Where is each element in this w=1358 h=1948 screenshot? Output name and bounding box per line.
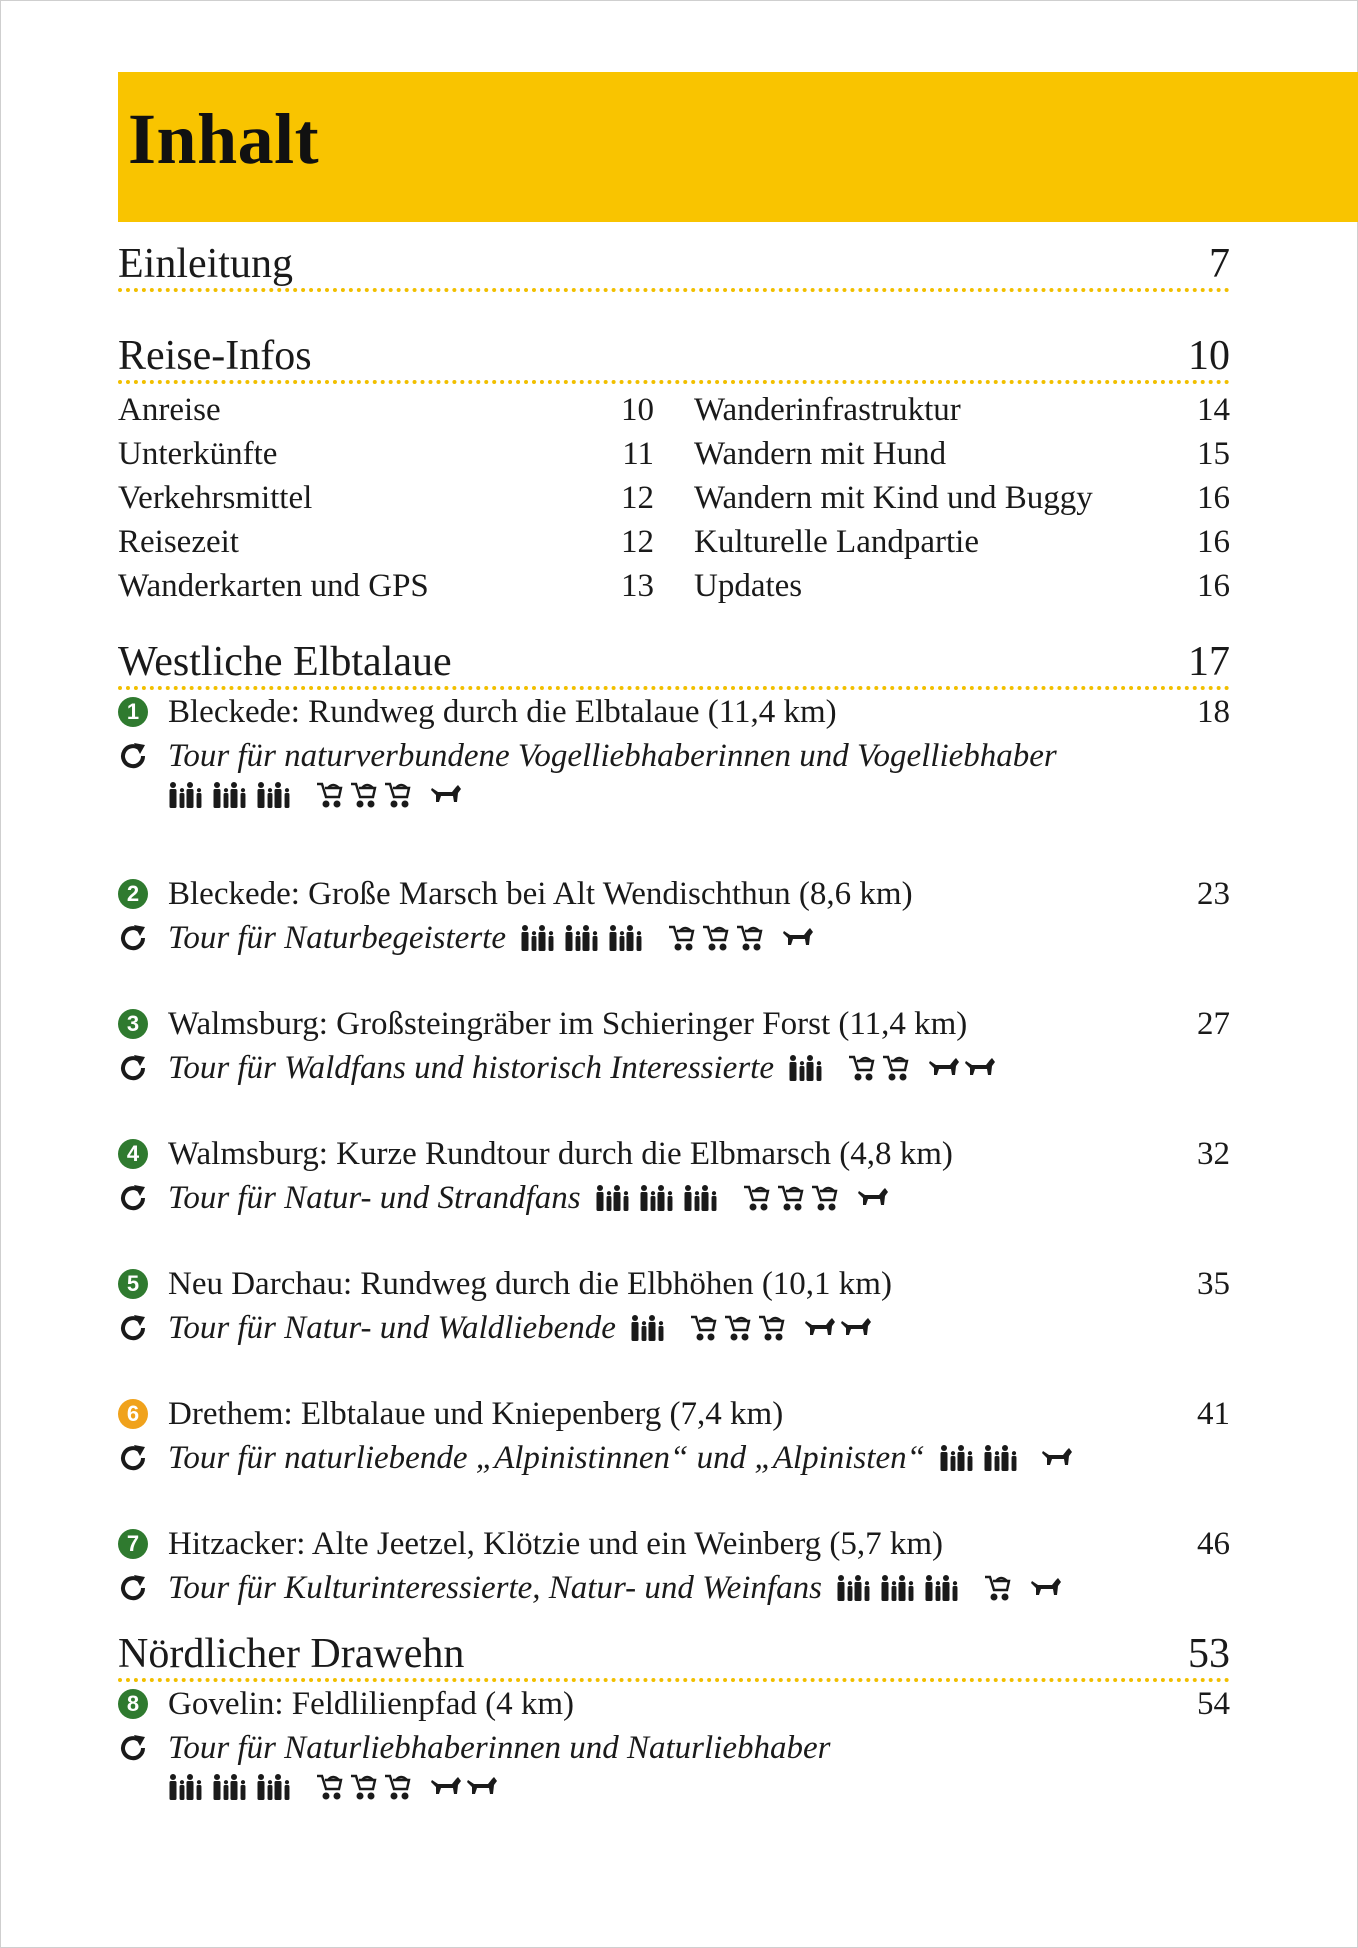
tour-number-badge: 3 bbox=[118, 1009, 148, 1039]
tour-suitability-icons bbox=[520, 923, 824, 953]
tour-entry[interactable] bbox=[118, 1002, 1230, 1132]
dog-icon bbox=[430, 1774, 462, 1800]
dog-rating bbox=[430, 782, 462, 808]
dog-rating bbox=[1030, 1575, 1062, 1601]
entry-page: 12 bbox=[621, 524, 654, 560]
tour-title-row bbox=[118, 872, 1230, 916]
entry-label: Reisezeit bbox=[118, 524, 239, 560]
toc-content bbox=[118, 240, 1230, 1802]
dog-rating bbox=[857, 1185, 889, 1211]
section-page: 53 bbox=[1188, 1631, 1230, 1677]
section-page: 17 bbox=[1188, 639, 1230, 685]
family-icon bbox=[880, 1573, 920, 1603]
family-icon bbox=[939, 1443, 979, 1473]
toc-section-noerdlicher-drawehn[interactable] bbox=[118, 1630, 1230, 1682]
entry-label: Kulturelle Landpartie bbox=[694, 524, 979, 560]
buggy-rating bbox=[741, 1183, 839, 1213]
buggy-icon bbox=[348, 780, 378, 810]
dog-rating bbox=[1041, 1445, 1073, 1471]
tour-entry[interactable] bbox=[118, 1682, 1230, 1802]
dog-rating bbox=[782, 925, 814, 951]
tour-page: 54 bbox=[1197, 1686, 1230, 1722]
section-page: 7 bbox=[1209, 241, 1230, 287]
dog-icon bbox=[1041, 1445, 1073, 1471]
tour-page: 23 bbox=[1197, 876, 1230, 912]
tour-subtitle-row bbox=[118, 734, 1230, 810]
dog-icon bbox=[928, 1055, 960, 1081]
buggy-icon bbox=[382, 1772, 412, 1802]
family-icon bbox=[924, 1573, 964, 1603]
entry-label: Wandern mit Hund bbox=[694, 436, 947, 472]
buggy-icon bbox=[880, 1053, 910, 1083]
toc-entry[interactable] bbox=[118, 520, 654, 564]
section-label: Reise-Infos bbox=[118, 333, 312, 379]
family-icon bbox=[212, 1772, 252, 1802]
toc-entry[interactable] bbox=[118, 476, 654, 520]
entry-page: 10 bbox=[621, 392, 654, 428]
family-icon bbox=[836, 1573, 876, 1603]
family-icon bbox=[983, 1443, 1023, 1473]
buggy-icon bbox=[741, 1183, 771, 1213]
family-icon bbox=[168, 780, 208, 810]
buggy-icon bbox=[314, 780, 344, 810]
tour-title-row bbox=[118, 1262, 1230, 1306]
tour-page: 18 bbox=[1197, 694, 1230, 730]
tour-title: Bleckede: Große Marsch bei Alt Wendischthun (8,6 km) bbox=[168, 876, 913, 912]
family-rating bbox=[788, 1053, 828, 1083]
dog-icon bbox=[1030, 1575, 1062, 1601]
tour-title: Hitzacker: Alte Jeetzel, Klötzie und ein Weinberg (5,7 km) bbox=[168, 1526, 944, 1562]
tour-number-badge: 4 bbox=[118, 1139, 148, 1169]
tour-suitability-icons bbox=[836, 1573, 1072, 1603]
tour-subtitle-row bbox=[118, 1306, 1230, 1350]
tour-subtitle: Tour für naturverbundene Vogelliebhaberinnen und Vogelliebhaber bbox=[168, 738, 1057, 774]
tour-subtitle-row bbox=[118, 1566, 1230, 1610]
entry-page: 16 bbox=[1197, 524, 1230, 560]
toc-entry[interactable] bbox=[694, 520, 1230, 564]
tour-entry[interactable] bbox=[118, 1522, 1230, 1610]
tour-suitability-icons bbox=[630, 1313, 882, 1343]
round-trip-icon bbox=[118, 1573, 148, 1603]
tour-suitability-icons bbox=[788, 1053, 1006, 1083]
family-icon bbox=[256, 780, 296, 810]
entry-page: 11 bbox=[622, 436, 654, 472]
family-icon bbox=[564, 923, 604, 953]
tour-entry[interactable] bbox=[118, 690, 1230, 872]
family-icon bbox=[212, 780, 252, 810]
buggy-icon bbox=[688, 1313, 718, 1343]
tour-subtitle: Tour für Naturliebhaberinnen und Naturliebhaber bbox=[168, 1730, 831, 1766]
tour-subtitle-row bbox=[118, 916, 1230, 960]
tour-subtitle: Tour für naturliebende „Alpinistinnen“ und „Alpinisten“ bbox=[168, 1440, 925, 1476]
tour-entry[interactable] bbox=[118, 1392, 1230, 1522]
tour-title: Bleckede: Rundweg durch die Elbtalaue (11,4 km) bbox=[168, 694, 837, 730]
tour-title-row bbox=[118, 1132, 1230, 1176]
buggy-icon bbox=[734, 923, 764, 953]
tour-number-badge: 8 bbox=[118, 1689, 148, 1719]
tour-page: 35 bbox=[1197, 1266, 1230, 1302]
toc-entry[interactable] bbox=[694, 388, 1230, 432]
dog-rating bbox=[804, 1315, 872, 1341]
tour-list-drawehn bbox=[118, 1682, 1230, 1802]
dog-icon bbox=[804, 1315, 836, 1341]
buggy-icon bbox=[809, 1183, 839, 1213]
dog-icon bbox=[430, 782, 462, 808]
section-label: Nördlicher Drawehn bbox=[118, 1631, 465, 1677]
family-icon bbox=[168, 1772, 208, 1802]
tour-suitability-icons bbox=[595, 1183, 899, 1213]
tour-title-row bbox=[118, 1392, 1230, 1436]
family-icon bbox=[608, 923, 648, 953]
entry-page: 12 bbox=[621, 480, 654, 516]
buggy-icon bbox=[348, 1772, 378, 1802]
tour-title-row bbox=[118, 690, 1230, 734]
entry-label: Verkehrsmittel bbox=[118, 480, 313, 516]
tour-suitability-icons bbox=[168, 1772, 1230, 1802]
tour-entry[interactable] bbox=[118, 872, 1230, 1002]
family-icon bbox=[639, 1183, 679, 1213]
title-bar bbox=[118, 72, 1358, 222]
buggy-rating bbox=[982, 1573, 1012, 1603]
tour-number-badge: 7 bbox=[118, 1529, 148, 1559]
round-trip-icon bbox=[118, 1183, 148, 1213]
tour-title: Neu Darchau: Rundweg durch die Elbhöhen (10,1 km) bbox=[168, 1266, 892, 1302]
tour-entry[interactable] bbox=[118, 1262, 1230, 1392]
tour-number-badge: 1 bbox=[118, 697, 148, 727]
entry-page: 15 bbox=[1197, 436, 1230, 472]
round-trip-icon bbox=[118, 923, 148, 953]
family-rating bbox=[595, 1183, 723, 1213]
family-icon bbox=[788, 1053, 828, 1083]
toc-entry[interactable] bbox=[694, 564, 1230, 608]
tour-entry[interactable] bbox=[118, 1132, 1230, 1262]
family-rating bbox=[168, 1772, 296, 1802]
dog-icon bbox=[964, 1055, 996, 1081]
family-rating bbox=[939, 1443, 1023, 1473]
entry-label: Wanderkarten und GPS bbox=[118, 568, 429, 604]
tour-subtitle-row bbox=[118, 1726, 1230, 1802]
entry-label: Wanderinfrastruktur bbox=[694, 392, 961, 428]
tour-title: Walmsburg: Kurze Rundtour durch die Elbmarsch (4,8 km) bbox=[168, 1136, 953, 1172]
dog-icon bbox=[857, 1185, 889, 1211]
tour-suitability-icons bbox=[939, 1443, 1083, 1473]
tour-page: 46 bbox=[1197, 1526, 1230, 1562]
tour-list bbox=[118, 690, 1230, 1610]
entry-label: Wandern mit Kind und Buggy bbox=[694, 480, 1093, 516]
tour-subtitle: Tour für Natur- und Strandfans bbox=[168, 1180, 581, 1216]
tour-title-row bbox=[118, 1002, 1230, 1046]
family-icon bbox=[683, 1183, 723, 1213]
section-label: Einleitung bbox=[118, 241, 293, 287]
round-trip-icon bbox=[118, 1313, 148, 1343]
buggy-rating bbox=[314, 780, 412, 810]
family-rating bbox=[520, 923, 648, 953]
toc-entry[interactable] bbox=[118, 388, 654, 432]
buggy-icon bbox=[756, 1313, 786, 1343]
toc-section-reise-infos[interactable] bbox=[118, 332, 1230, 384]
entry-label: Anreise bbox=[118, 392, 221, 428]
buggy-rating bbox=[314, 1772, 412, 1802]
dog-icon bbox=[840, 1315, 872, 1341]
family-icon bbox=[595, 1183, 635, 1213]
dog-rating bbox=[928, 1055, 996, 1081]
tour-subtitle-row bbox=[118, 1436, 1230, 1480]
tour-subtitle: Tour für Kulturinteressierte, Natur- und Weinfans bbox=[168, 1570, 822, 1606]
dog-rating bbox=[430, 1774, 498, 1800]
toc-entry[interactable] bbox=[118, 432, 654, 476]
family-icon bbox=[256, 1772, 296, 1802]
tour-suitability-icons bbox=[168, 780, 1230, 810]
tour-title: Walmsburg: Großsteingräber im Schieringer Forst (11,4 km) bbox=[168, 1006, 968, 1042]
entry-page: 16 bbox=[1197, 480, 1230, 516]
reise-infos-grid bbox=[118, 388, 1230, 608]
buggy-icon bbox=[775, 1183, 805, 1213]
toc-entry[interactable] bbox=[694, 432, 1230, 476]
page-title: Inhalt bbox=[128, 99, 320, 179]
toc-entry[interactable] bbox=[118, 564, 654, 608]
tour-number-badge: 5 bbox=[118, 1269, 148, 1299]
tour-title: Drethem: Elbtalaue und Kniepenberg (7,4 km) bbox=[168, 1396, 784, 1432]
entry-label: Updates bbox=[694, 568, 803, 604]
buggy-icon bbox=[382, 780, 412, 810]
round-trip-icon bbox=[118, 1733, 148, 1763]
tour-subtitle-row bbox=[118, 1176, 1230, 1220]
family-icon bbox=[520, 923, 560, 953]
tour-subtitle-row bbox=[118, 1046, 1230, 1090]
tour-page: 27 bbox=[1197, 1006, 1230, 1042]
tour-subtitle: Tour für Natur- und Waldliebende bbox=[168, 1310, 616, 1346]
dog-icon bbox=[782, 925, 814, 951]
toc-section-einleitung[interactable] bbox=[118, 240, 1230, 292]
entry-label: Unterkünfte bbox=[118, 436, 278, 472]
round-trip-icon bbox=[118, 1443, 148, 1473]
buggy-icon bbox=[314, 1772, 344, 1802]
reise-infos-right-column bbox=[694, 388, 1230, 608]
section-label: Westliche Elbtalaue bbox=[118, 639, 452, 685]
buggy-rating bbox=[688, 1313, 786, 1343]
tour-title-row bbox=[118, 1682, 1230, 1726]
buggy-rating bbox=[666, 923, 764, 953]
section-page: 10 bbox=[1188, 333, 1230, 379]
reise-infos-left-column bbox=[118, 388, 654, 608]
tour-title-row bbox=[118, 1522, 1230, 1566]
tour-subtitle: Tour für Waldfans und historisch Interessierte bbox=[168, 1050, 774, 1086]
family-rating bbox=[630, 1313, 670, 1343]
family-rating bbox=[168, 780, 296, 810]
dog-icon bbox=[466, 1774, 498, 1800]
tour-subtitle: Tour für Naturbegeisterte bbox=[168, 920, 506, 956]
tour-page: 32 bbox=[1197, 1136, 1230, 1172]
tour-title: Govelin: Feldlilienpfad (4 km) bbox=[168, 1686, 575, 1722]
tour-page: 41 bbox=[1197, 1396, 1230, 1432]
tour-number-badge: 6 bbox=[118, 1399, 148, 1429]
family-icon bbox=[630, 1313, 670, 1343]
buggy-icon bbox=[666, 923, 696, 953]
entry-page: 16 bbox=[1197, 568, 1230, 604]
buggy-rating bbox=[846, 1053, 910, 1083]
tour-number-badge: 2 bbox=[118, 879, 148, 909]
buggy-icon bbox=[982, 1573, 1012, 1603]
round-trip-icon bbox=[118, 741, 148, 771]
buggy-icon bbox=[846, 1053, 876, 1083]
toc-entry[interactable] bbox=[694, 476, 1230, 520]
entry-page: 13 bbox=[621, 568, 654, 604]
round-trip-icon bbox=[118, 1053, 148, 1083]
family-rating bbox=[836, 1573, 964, 1603]
buggy-icon bbox=[722, 1313, 752, 1343]
buggy-icon bbox=[700, 923, 730, 953]
entry-page: 14 bbox=[1197, 392, 1230, 428]
toc-section-westliche-elbtalaue[interactable] bbox=[118, 638, 1230, 690]
